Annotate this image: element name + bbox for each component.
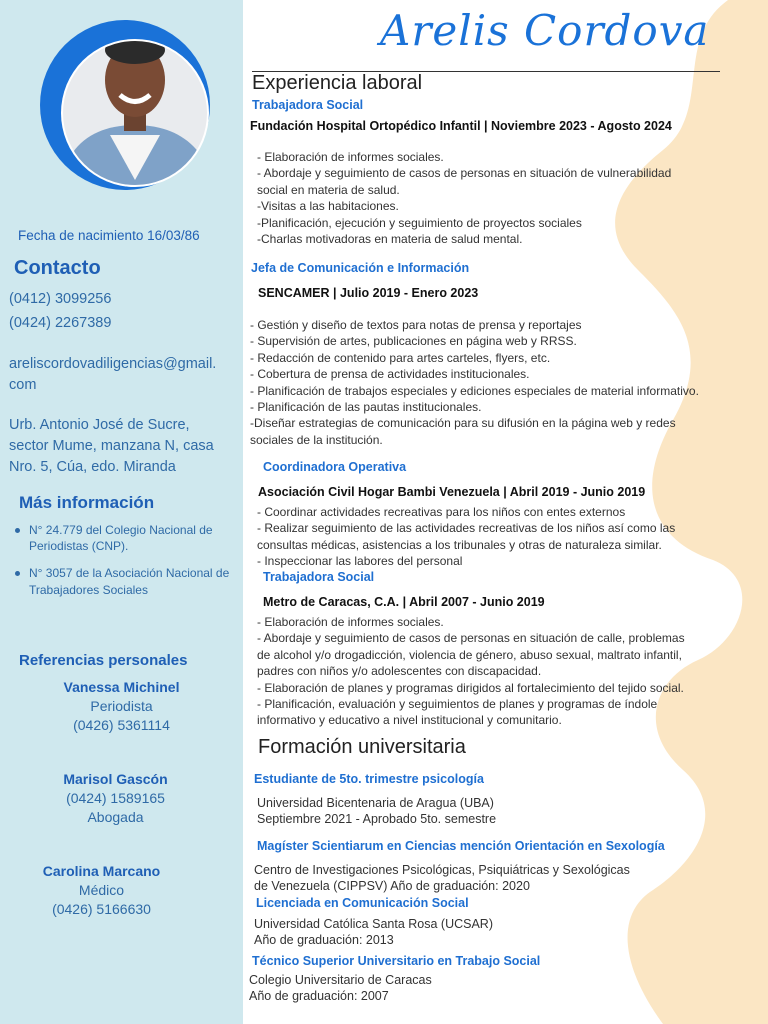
reference-role: Periodista: [90, 697, 153, 714]
degree-line: Centro de Investigaciones Psicológicas, Psiquiátricas y Sexológicas: [254, 863, 630, 877]
job-organization: SENCAMER | Julio 2019 - Enero 2023: [258, 286, 479, 300]
job-line: - Planificación, evaluación y seguimientos de planes y programas de índole: [257, 697, 658, 712]
phone-2[interactable]: (0424) 2267389: [9, 315, 112, 331]
job-line: - Planificación de trabajos especiales y ediciones especiales de material informativo.: [250, 383, 699, 398]
job-line: - Redacción de contenido para artes carteles, flyers, etc.: [250, 350, 551, 365]
degree-line: Colegio Universitario de Caracas: [249, 973, 432, 987]
job-line: - Gestión y diseño de textos para notas de prensa y reportajes: [250, 318, 582, 332]
job-line: - Elaboración de informes sociales.: [257, 150, 444, 164]
address-line: sector Mume, manzana N, casa: [9, 438, 214, 455]
degree-line: Universidad Católica Santa Rosa (UCSAR): [254, 917, 493, 931]
job-line: - Cobertura de prensa de actividades institucionales.: [250, 367, 530, 382]
reference-phone[interactable]: (0426) 5361114: [73, 716, 170, 733]
job-organization: Fundación Hospital Ortopédico Infantil | Noviembre 2023 - Agosto 2024: [250, 119, 672, 133]
degree-title: Licenciada en Comunicación Social: [256, 896, 469, 910]
job-line: - Realizar seguimiento de las actividades recreativas de los niños así como las: [257, 521, 676, 536]
job-organization: Metro de Caracas, C.A. | Abril 2007 - Junio 2019: [263, 595, 545, 609]
reference-card: [0, 678, 243, 735]
more-info-item: N° 3057 de la Asociación Nacional de Trabajadores Sociales: [15, 565, 230, 597]
job-role: Coordinadora Operativa: [263, 460, 407, 474]
reference-role: Abogada: [87, 808, 144, 825]
education-title: Formación universitaria: [258, 736, 466, 758]
job-line: - Abordaje y seguimiento de casos de personas en situación de vulnerabilidad: [257, 166, 672, 181]
job-line: - Planificación de las pautas institucionales.: [250, 400, 482, 415]
degree-line: Septiembre 2021 - Aprobado 5to. semestre: [257, 812, 497, 827]
degree-title: Magíster Scientiarum en Ciencias mención Orientación en Sexología: [257, 839, 665, 853]
job-line: -Visitas a las habitaciones.: [257, 199, 399, 214]
job-description: [257, 149, 671, 247]
reference-phone[interactable]: (0426) 5166630: [52, 900, 151, 917]
degree-details: [249, 972, 432, 1005]
job-line: informativo y educativo a nivel institucional y comunitario.: [257, 713, 562, 728]
degree-title: Técnico Superior Universitario en Trabajo Social: [252, 954, 541, 968]
job-description: [257, 614, 685, 729]
job-line: -Charlas motivadoras en materia de salud mental.: [257, 232, 523, 247]
job-line: consultas médicas, asistencias a los tribunales y otras de naturaleza similar.: [257, 537, 662, 552]
profile-photo: [20, 20, 230, 190]
job-description: [250, 317, 699, 448]
job-line: - Elaboración de informes sociales.: [257, 615, 444, 629]
reference-card: [0, 862, 223, 919]
reference-name: Vanessa Michinel: [63, 679, 180, 695]
job-role: Jefa de Comunicación e Información: [251, 261, 470, 275]
phone-1[interactable]: (0412) 3099256: [9, 291, 112, 307]
job-line: - Abordaje y seguimiento de casos de personas en situación de calle, problemas: [257, 631, 685, 646]
email-line-1: areliscordovadiligencias@gmail.: [9, 356, 217, 372]
reference-name: Marisol Gascón: [63, 771, 168, 787]
candidate-name: Arelis Cordova: [380, 6, 710, 55]
job-line: - Inspeccionar las labores del personal: [257, 554, 463, 569]
email-link[interactable]: [9, 354, 216, 396]
degree-details: [254, 862, 630, 895]
degree-line: de Venezuela (CIPPSV) Año de graduación: 2020: [254, 879, 530, 894]
address: [9, 415, 214, 478]
degree-line: Año de graduación: 2007: [249, 989, 389, 1004]
job-line: de alcohol y/o drogadicción, violencia de género, abuso sexual, maltrato infantil,: [257, 647, 682, 662]
more-info-title: Más información: [19, 493, 155, 512]
degree-details: [257, 795, 496, 828]
birth-date: Fecha de nacimiento 16/03/86: [18, 228, 200, 243]
more-info-item: N° 24.779 del Colegio Nacional de Periodistas (CNP).: [15, 522, 230, 554]
more-info-list: [15, 522, 230, 609]
references-title: Referencias personales: [19, 652, 188, 669]
job-description: [257, 504, 675, 570]
degree-line: Año de graduación: 2013: [254, 933, 394, 948]
reference-phone[interactable]: (0424) 1589165: [66, 789, 165, 806]
reference-name: Carolina Marcano: [42, 863, 161, 879]
job-line: - Supervisión de artes, publicaciones en página web y RRSS.: [250, 334, 577, 349]
reference-card: [0, 770, 237, 827]
address-line: Nro. 5, Cúa, edo. Miranda: [9, 459, 176, 476]
job-line: -Diseñar estrategias de comunicación para su difusión en la página web y redes: [250, 416, 676, 431]
job-line: padres con niños y/o adolescentes con discapacidad.: [257, 664, 542, 679]
degree-title: Estudiante de 5to. trimestre psicología: [254, 772, 484, 786]
job-line: -Planificación, ejecución y seguimiento de proyectos sociales: [257, 215, 582, 230]
contact-title: Contacto: [14, 257, 101, 279]
job-line: social en materia de salud.: [257, 182, 400, 197]
address-line: Urb. Antonio José de Sucre,: [9, 417, 190, 433]
title-divider: [252, 71, 720, 72]
job-line: - Coordinar actividades recreativas para los niños con entes externos: [257, 505, 626, 519]
degree-line: Universidad Bicentenaria de Aragua (UBA): [257, 796, 494, 810]
reference-role: Médico: [78, 881, 125, 898]
job-line: sociales de la institución.: [250, 432, 383, 447]
job-role: Trabajadora Social: [263, 570, 375, 584]
email-line-2: com: [9, 377, 37, 394]
job-organization: Asociación Civil Hogar Bambi Venezuela | Abril 2019 - Junio 2019: [258, 485, 646, 499]
degree-details: [254, 916, 493, 949]
job-role: Trabajadora Social: [252, 98, 364, 112]
experience-title: Experiencia laboral: [252, 72, 423, 94]
job-line: - Elaboración de planes y programas dirigidos al fortalecimiento del tejido social.: [257, 680, 684, 695]
